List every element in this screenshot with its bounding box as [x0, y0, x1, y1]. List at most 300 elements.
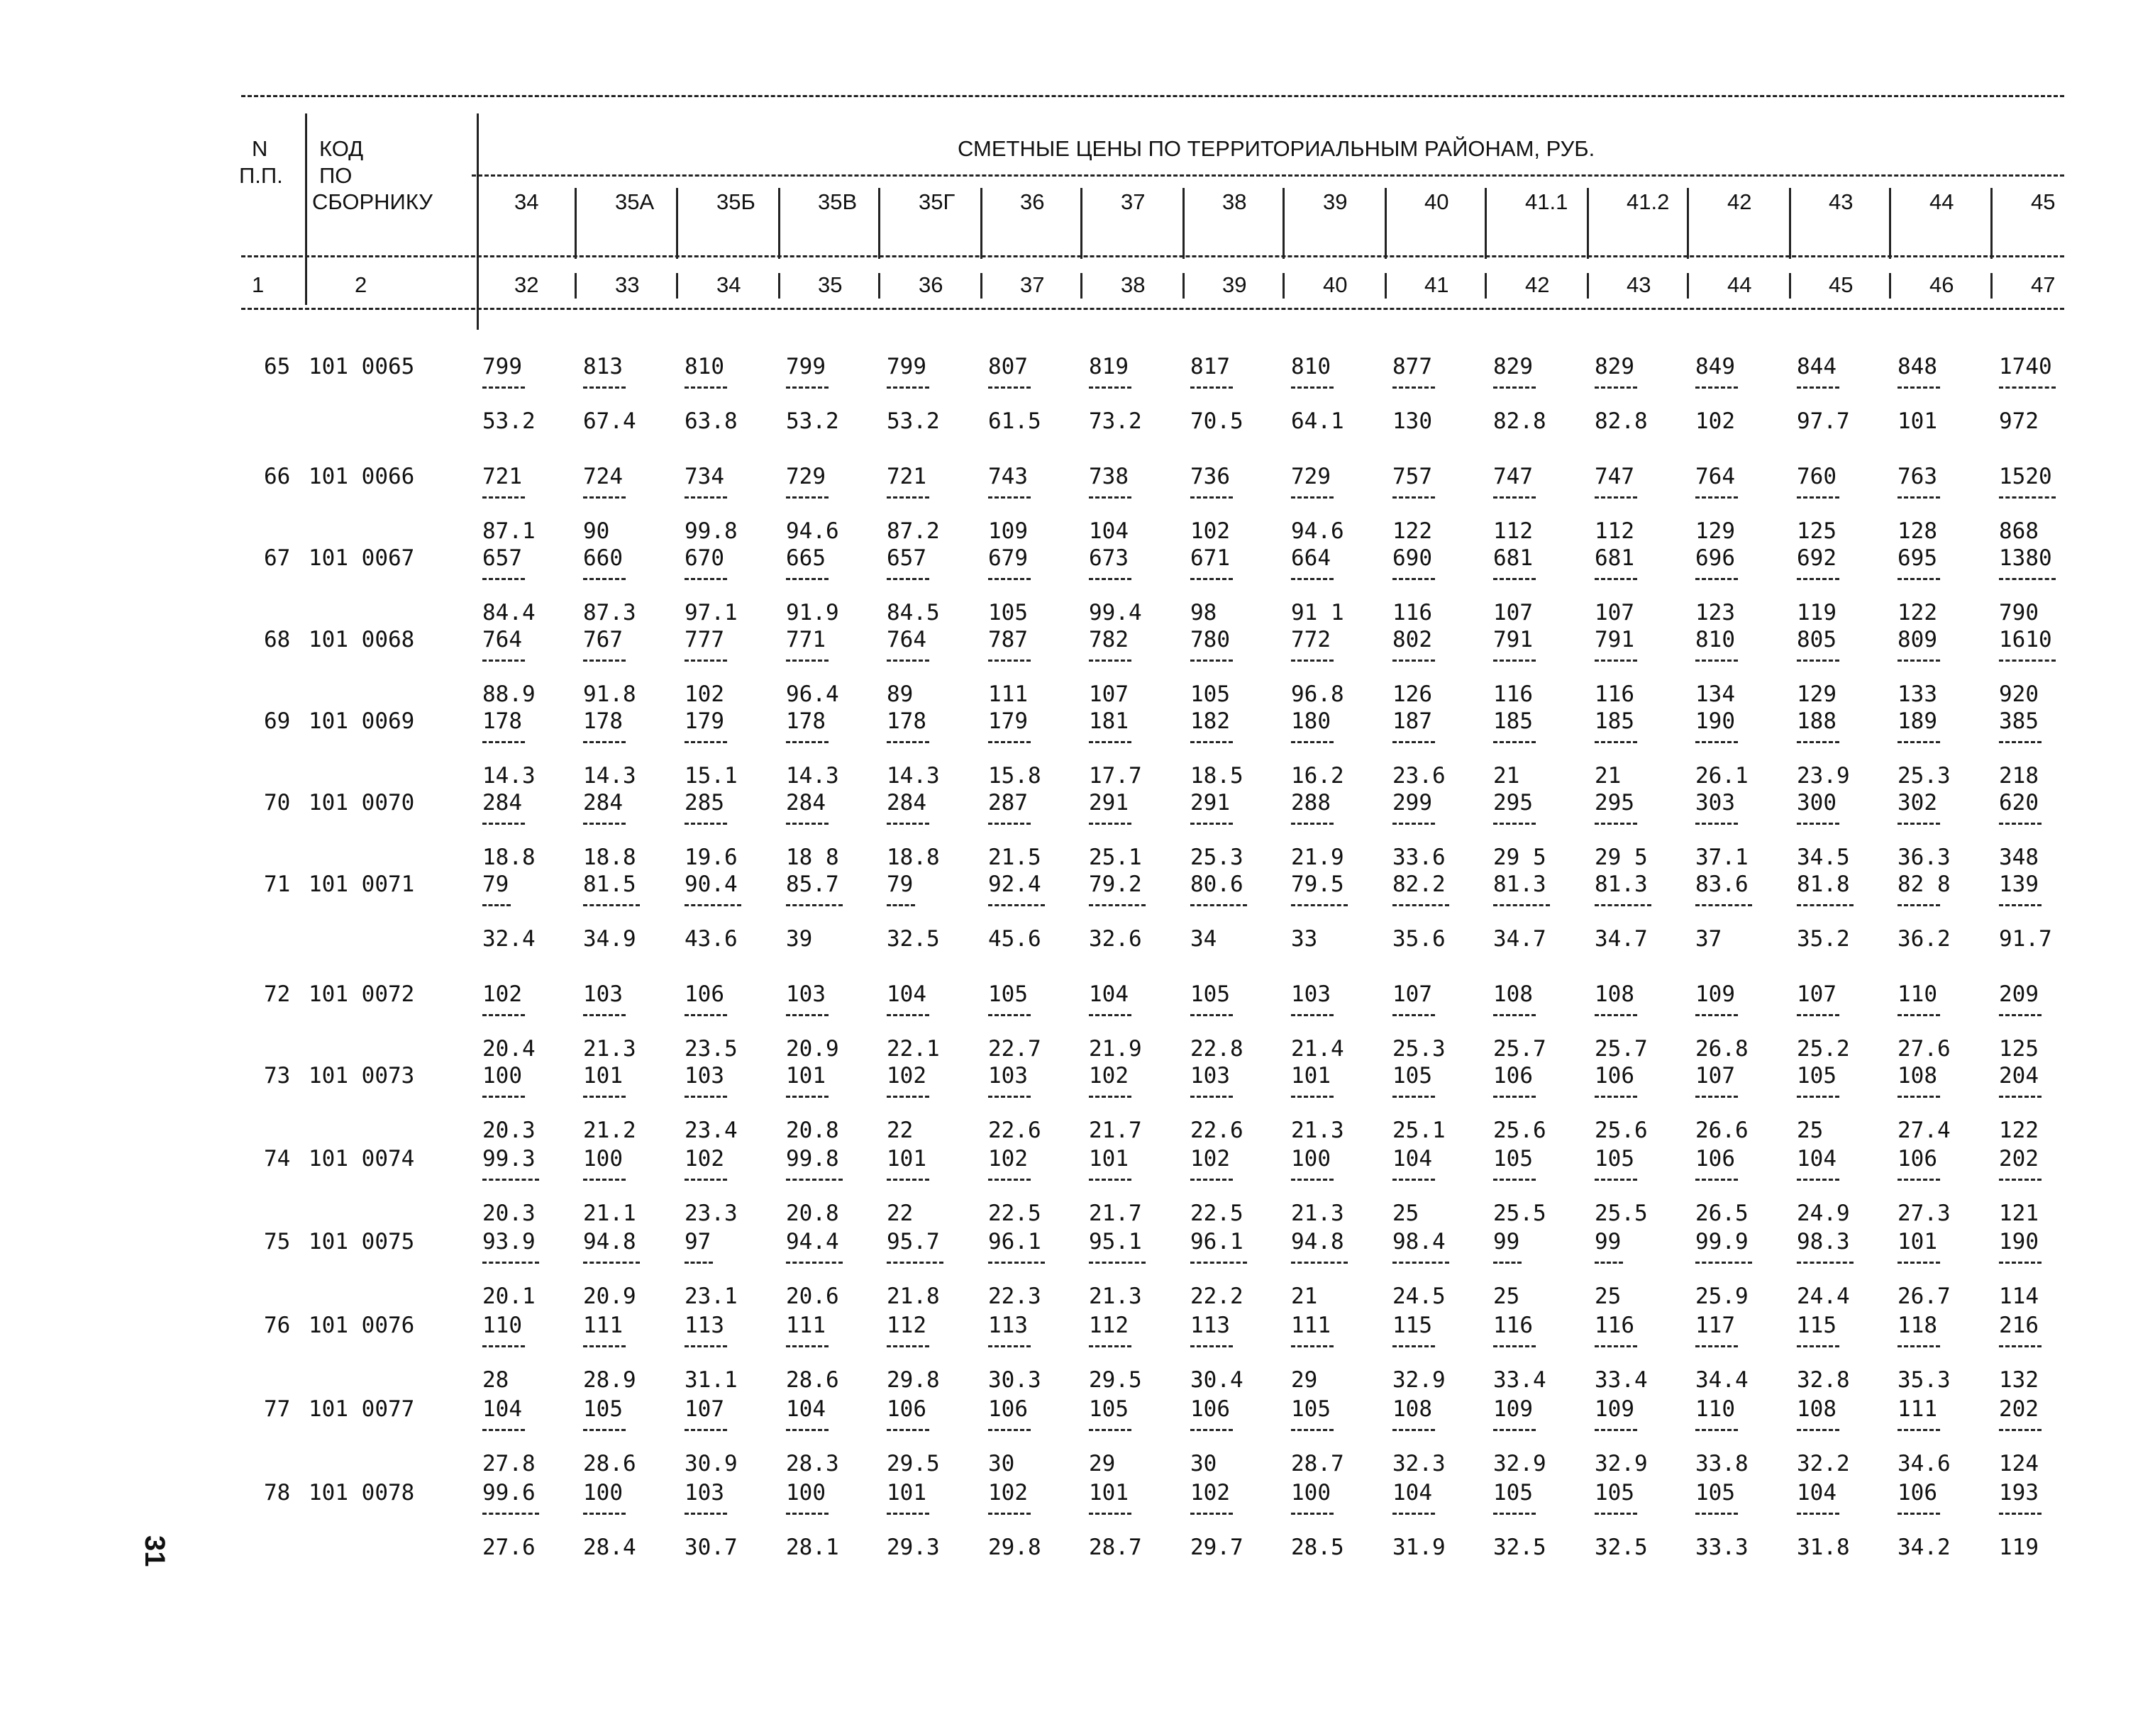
fraction-line — [1291, 578, 1334, 580]
price-top: 721 — [482, 464, 522, 489]
fraction-line — [583, 1179, 626, 1181]
fraction-line — [988, 1179, 1031, 1181]
fraction-line — [482, 1096, 525, 1098]
column-divider — [1889, 188, 1891, 259]
fraction-line — [887, 1179, 929, 1181]
column-divider — [575, 188, 577, 259]
header-divider — [305, 255, 307, 305]
price-bottom: 28 — [482, 1367, 509, 1393]
fraction-line — [1797, 1345, 1839, 1347]
price-top: 1740 — [1999, 354, 2052, 379]
price-bottom: 87.3 — [583, 600, 636, 625]
fraction-line — [583, 1096, 626, 1098]
price-top: 299 — [1392, 790, 1432, 816]
price-top: 288 — [1291, 790, 1331, 816]
price-bottom: 23.9 — [1797, 763, 1850, 789]
price-top: 105 — [1797, 1063, 1837, 1089]
price-bottom: 18.8 — [583, 845, 636, 870]
price-bottom: 35.2 — [1797, 926, 1850, 952]
price-bottom: 36.2 — [1898, 926, 1951, 952]
price-bottom: 29.3 — [887, 1535, 940, 1560]
price-top: 82 8 — [1898, 872, 1951, 897]
price-top: 284 — [482, 790, 522, 816]
price-top: 113 — [988, 1313, 1028, 1338]
price-bottom: 14.3 — [887, 763, 940, 789]
fraction-line — [583, 904, 640, 906]
price-top: 295 — [1493, 790, 1533, 816]
price-top: 85.7 — [786, 872, 839, 897]
fraction-line — [1190, 578, 1233, 580]
price-top: 179 — [685, 708, 724, 734]
price-top: 104 — [1797, 1146, 1837, 1172]
price-top: 190 — [1999, 1229, 2039, 1254]
fraction-line — [1392, 386, 1435, 389]
fraction-line — [988, 578, 1031, 580]
fraction-line — [1493, 904, 1550, 906]
price-bottom: 123 — [1695, 600, 1735, 625]
price-top: 139 — [1999, 872, 2039, 897]
fraction-line — [1797, 741, 1839, 743]
column-divider — [1283, 273, 1285, 299]
fraction-line — [1999, 1179, 2042, 1181]
fraction-line — [482, 1513, 539, 1515]
price-bottom: 21 — [1493, 763, 1520, 789]
price-top: 303 — [1695, 790, 1735, 816]
fraction-line — [786, 1513, 829, 1515]
price-top: 104 — [1392, 1146, 1432, 1172]
price-bottom: 82.8 — [1493, 408, 1546, 434]
fraction-line — [1797, 386, 1839, 389]
price-top: 777 — [685, 627, 724, 652]
row-number: 70 — [264, 790, 291, 816]
row-code: 101 0074 — [309, 1146, 415, 1172]
price-top: 829 — [1493, 354, 1533, 379]
fraction-line — [482, 578, 525, 580]
column-divider — [1990, 273, 1993, 299]
fraction-line — [988, 660, 1031, 662]
fraction-line — [1392, 741, 1435, 743]
fraction-line — [1392, 660, 1435, 662]
column-divider — [1485, 188, 1487, 259]
fraction-line — [1190, 741, 1233, 743]
price-top: 216 — [1999, 1313, 2039, 1338]
price-bottom: 21.8 — [887, 1284, 940, 1309]
price-top: 107 — [685, 1396, 724, 1422]
fraction-line — [1898, 1513, 1940, 1515]
price-top: 729 — [786, 464, 826, 489]
district-label-7: 38 — [1222, 189, 1247, 214]
price-bottom: 27.4 — [1898, 1118, 1951, 1143]
price-top: 105 — [1695, 1480, 1735, 1506]
price-bottom: 23.4 — [685, 1118, 738, 1143]
row-number: 77 — [264, 1396, 291, 1422]
price-bottom: 27.6 — [1898, 1036, 1951, 1062]
row-number: 72 — [264, 981, 291, 1007]
price-top: 111 — [583, 1313, 623, 1338]
fraction-line — [1291, 660, 1334, 662]
price-bottom: 39 — [786, 926, 813, 952]
column-divider — [980, 273, 982, 299]
price-bottom: 102 — [1190, 518, 1230, 544]
fraction-line — [1595, 386, 1637, 389]
price-bottom: 102 — [685, 681, 724, 707]
fraction-line — [1190, 1345, 1233, 1347]
price-top: 102 — [685, 1146, 724, 1172]
row-number: 69 — [264, 708, 291, 734]
price-bottom: 22.5 — [988, 1201, 1041, 1226]
fraction-line — [1493, 386, 1536, 389]
index-col-1: 1 — [252, 272, 265, 297]
price-top: 104 — [786, 1396, 826, 1422]
price-bottom: 112 — [1493, 518, 1533, 544]
price-top: 113 — [1190, 1313, 1230, 1338]
price-top: 767 — [583, 627, 623, 652]
price-bottom: 34.2 — [1898, 1535, 1951, 1560]
price-top: 178 — [583, 708, 623, 734]
fraction-line — [1797, 660, 1839, 662]
price-bottom: 31.1 — [685, 1367, 738, 1393]
row-code: 101 0072 — [309, 981, 415, 1007]
fraction-line — [1392, 1429, 1435, 1431]
fraction-line — [988, 1513, 1031, 1515]
header-code-a: КОД — [319, 136, 364, 161]
price-bottom: 29.5 — [1089, 1367, 1142, 1393]
fraction-line — [1595, 660, 1637, 662]
fraction-line — [1595, 1014, 1637, 1016]
price-bottom: 18.8 — [482, 845, 536, 870]
price-top: 106 — [1695, 1146, 1735, 1172]
price-bottom: 89 — [887, 681, 914, 707]
fraction-line — [583, 1513, 626, 1515]
fraction-line — [1695, 904, 1752, 906]
price-top: 92.4 — [988, 872, 1041, 897]
price-bottom: 25.1 — [1392, 1118, 1446, 1143]
column-divider — [1789, 273, 1791, 299]
price-top: 771 — [786, 627, 826, 652]
fraction-line — [1595, 496, 1637, 499]
price-top: 100 — [1291, 1146, 1331, 1172]
fraction-line — [685, 823, 727, 825]
row-code: 101 0066 — [309, 464, 415, 489]
price-top: 657 — [887, 545, 926, 571]
fraction-line — [887, 904, 915, 906]
price-top: 1520 — [1999, 464, 2052, 489]
fraction-line — [1392, 823, 1435, 825]
price-bottom: 23.5 — [685, 1036, 738, 1062]
price-bottom: 53.2 — [482, 408, 536, 434]
price-bottom: 22.6 — [1190, 1118, 1243, 1143]
price-top: 106 — [887, 1396, 926, 1422]
price-top: 98.4 — [1392, 1229, 1446, 1254]
fraction-line — [1898, 496, 1940, 499]
fraction-line — [887, 496, 929, 499]
fraction-line — [1190, 1262, 1247, 1264]
fraction-line — [887, 823, 929, 825]
price-bottom: 20.4 — [482, 1036, 536, 1062]
fraction-line — [887, 1345, 929, 1347]
fraction-line — [1291, 1179, 1334, 1181]
price-top: 93.9 — [482, 1229, 536, 1254]
price-top: 189 — [1898, 708, 1937, 734]
row-code: 101 0071 — [309, 872, 415, 897]
fraction-line — [1392, 904, 1449, 906]
price-top: 104 — [887, 981, 926, 1007]
price-top: 295 — [1595, 790, 1634, 816]
district-index-8: 40 — [1323, 272, 1348, 297]
price-bottom: 25 — [1595, 1284, 1622, 1309]
fraction-line — [1999, 1096, 2042, 1098]
price-top: 106 — [685, 981, 724, 1007]
price-top: 105 — [1089, 1396, 1129, 1422]
price-top: 104 — [1797, 1480, 1837, 1506]
price-top: 101 — [583, 1063, 623, 1089]
fraction-line — [1190, 823, 1233, 825]
price-bottom: 132 — [1999, 1367, 2039, 1393]
fraction-line — [1089, 1345, 1131, 1347]
price-top: 695 — [1898, 545, 1937, 571]
fraction-line — [887, 660, 929, 662]
district-index-1: 33 — [615, 272, 640, 297]
price-bottom: 21.2 — [583, 1118, 636, 1143]
price-bottom: 26.5 — [1695, 1201, 1749, 1226]
price-bottom: 31.9 — [1392, 1535, 1446, 1560]
price-top: 104 — [1392, 1480, 1432, 1506]
price-bottom: 17.7 — [1089, 763, 1142, 789]
price-bottom: 20.3 — [482, 1118, 536, 1143]
price-top: 112 — [887, 1313, 926, 1338]
price-top: 83.6 — [1695, 872, 1749, 897]
price-bottom: 29.7 — [1190, 1535, 1243, 1560]
price-bottom: 16.2 — [1291, 763, 1344, 789]
fraction-line — [685, 578, 727, 580]
fraction-line — [583, 1014, 626, 1016]
price-top: 108 — [1898, 1063, 1937, 1089]
fraction-line — [1392, 1179, 1435, 1181]
fraction-line — [1595, 904, 1651, 906]
fraction-line — [988, 741, 1031, 743]
district-label-9: 40 — [1424, 189, 1449, 214]
fraction-line — [1999, 386, 2056, 389]
price-bottom: 43.6 — [685, 926, 738, 952]
fraction-line — [1797, 1014, 1839, 1016]
column-divider — [778, 188, 780, 259]
price-bottom: 28.4 — [583, 1535, 636, 1560]
price-bottom: 33.4 — [1595, 1367, 1648, 1393]
fraction-line — [786, 660, 829, 662]
price-bottom: 33.3 — [1695, 1535, 1749, 1560]
price-bottom: 20.3 — [482, 1201, 536, 1226]
fraction-line — [1190, 1014, 1233, 1016]
price-top: 724 — [583, 464, 623, 489]
fraction-line — [685, 1262, 713, 1264]
price-top: 178 — [482, 708, 522, 734]
price-top: 96.1 — [988, 1229, 1041, 1254]
price-bottom: 101 — [1898, 408, 1937, 434]
row-number: 74 — [264, 1146, 291, 1172]
price-top: 107 — [1695, 1063, 1735, 1089]
district-label-3: 35В — [818, 189, 858, 214]
district-label-11: 41.2 — [1627, 189, 1670, 214]
fraction-line — [1190, 1179, 1233, 1181]
price-top: 799 — [887, 354, 926, 379]
price-bottom: 28.5 — [1291, 1535, 1344, 1560]
fraction-line — [988, 1429, 1031, 1431]
row-number: 75 — [264, 1229, 291, 1254]
price-top: 690 — [1392, 545, 1432, 571]
fraction-line — [1089, 1179, 1131, 1181]
row-code: 101 0073 — [309, 1063, 415, 1089]
price-bottom: 22.1 — [887, 1036, 940, 1062]
fraction-line — [1898, 1262, 1940, 1264]
price-top: 105 — [583, 1396, 623, 1422]
price-bottom: 25.5 — [1493, 1201, 1546, 1226]
district-label-8: 39 — [1323, 189, 1348, 214]
header-divider — [477, 113, 479, 330]
price-bottom: 84.4 — [482, 600, 536, 625]
fraction-line — [1291, 823, 1334, 825]
price-bottom: 91.8 — [583, 681, 636, 707]
price-top: 188 — [1797, 708, 1837, 734]
price-bottom: 34.9 — [583, 926, 636, 952]
price-bottom: 125 — [1999, 1036, 2039, 1062]
price-top: 673 — [1089, 545, 1129, 571]
price-bottom: 25.6 — [1595, 1118, 1648, 1143]
price-bottom: 119 — [1797, 600, 1837, 625]
price-top: 82.2 — [1392, 872, 1446, 897]
fraction-line — [1190, 904, 1247, 906]
fraction-line — [583, 1429, 626, 1431]
price-bottom: 25.3 — [1392, 1036, 1446, 1062]
column-divider — [1687, 273, 1689, 299]
price-bottom: 23.6 — [1392, 763, 1446, 789]
price-bottom: 22 — [887, 1201, 914, 1226]
price-top: 810 — [1695, 627, 1735, 652]
fraction-line — [482, 1262, 539, 1264]
header-title: СМЕТНЫЕ ЦЕНЫ ПО ТЕРРИТОРИАЛЬНЫМ РАЙОНАМ, РУБ. — [958, 136, 1595, 161]
district-label-1: 35А — [615, 189, 655, 214]
price-bottom: 25 — [1392, 1201, 1419, 1226]
fraction-line — [786, 904, 843, 906]
fraction-line — [1999, 578, 2056, 580]
row-number: 76 — [264, 1313, 291, 1338]
price-bottom: 23.3 — [685, 1201, 738, 1226]
fraction-line — [583, 1262, 640, 1264]
fraction-line — [1999, 741, 2042, 743]
price-top: 185 — [1595, 708, 1634, 734]
fraction-line — [1595, 1345, 1637, 1347]
price-bottom: 20.8 — [786, 1201, 839, 1226]
price-bottom: 32.8 — [1797, 1367, 1850, 1393]
price-top: 799 — [482, 354, 522, 379]
fraction-line — [1695, 1262, 1752, 1264]
price-bottom: 22.7 — [988, 1036, 1041, 1062]
price-bottom: 67.4 — [583, 408, 636, 434]
price-bottom: 32.2 — [1797, 1451, 1850, 1476]
price-bottom: 24.5 — [1392, 1284, 1446, 1309]
fraction-line — [1999, 1014, 2042, 1016]
price-top: 81.5 — [583, 872, 636, 897]
price-top: 96.1 — [1190, 1229, 1243, 1254]
header-divider — [305, 190, 307, 229]
price-top: 102 — [988, 1480, 1028, 1506]
price-top: 285 — [685, 790, 724, 816]
price-bottom: 97.7 — [1797, 408, 1850, 434]
column-divider — [1687, 188, 1689, 259]
row-number: 65 — [264, 354, 291, 379]
price-top: 817 — [1190, 354, 1230, 379]
price-bottom: 27.8 — [482, 1451, 536, 1476]
fraction-line — [1999, 1513, 2042, 1515]
price-top: 116 — [1493, 1313, 1533, 1338]
row-code: 101 0070 — [309, 790, 415, 816]
district-label-13: 43 — [1829, 189, 1854, 214]
price-bottom: 790 — [1999, 600, 2039, 625]
price-bottom: 53.2 — [887, 408, 940, 434]
column-divider — [575, 273, 577, 299]
price-bottom: 33.4 — [1493, 1367, 1546, 1393]
price-bottom: 29 5 — [1595, 845, 1648, 870]
fraction-line — [583, 823, 626, 825]
fraction-line — [1089, 741, 1131, 743]
price-bottom: 33 — [1291, 926, 1318, 952]
price-bottom: 14.3 — [482, 763, 536, 789]
price-top: 760 — [1797, 464, 1837, 489]
fraction-line — [1695, 1096, 1738, 1098]
price-top: 180 — [1291, 708, 1331, 734]
column-divider — [676, 188, 678, 259]
fraction-line — [1291, 1014, 1334, 1016]
price-bottom: 22.6 — [988, 1118, 1041, 1143]
price-bottom: 24.4 — [1797, 1284, 1850, 1309]
price-bottom: 34.7 — [1595, 926, 1648, 952]
fraction-line — [685, 1096, 727, 1098]
price-bottom: 868 — [1999, 518, 2039, 544]
price-bottom: 972 — [1999, 408, 2039, 434]
fraction-line — [1493, 496, 1536, 499]
price-top: 772 — [1291, 627, 1331, 652]
price-bottom: 30.4 — [1190, 1367, 1243, 1393]
price-bottom: 122 — [1999, 1118, 2039, 1143]
fraction-line — [1190, 1513, 1233, 1515]
fraction-line — [1493, 1429, 1536, 1431]
price-top: 829 — [1595, 354, 1634, 379]
price-top: 729 — [1291, 464, 1331, 489]
fraction-line — [1392, 1262, 1449, 1264]
fraction-line — [1695, 660, 1738, 662]
price-top: 101 — [887, 1480, 926, 1506]
price-top: 101 — [1898, 1229, 1937, 1254]
fraction-line — [1695, 1014, 1738, 1016]
price-bottom: 28.1 — [786, 1535, 839, 1560]
page-number: 31 — [139, 1535, 170, 1567]
price-top: 877 — [1392, 354, 1432, 379]
fraction-line — [1291, 1096, 1334, 1098]
fraction-line — [1190, 1096, 1233, 1098]
fraction-line — [786, 1014, 829, 1016]
fraction-line — [1595, 1429, 1637, 1431]
price-top: 679 — [988, 545, 1028, 571]
fraction-line — [988, 1262, 1045, 1264]
district-index-3: 35 — [818, 272, 843, 297]
price-bottom: 30.3 — [988, 1367, 1041, 1393]
price-top: 193 — [1999, 1480, 2039, 1506]
price-bottom: 20.8 — [786, 1118, 839, 1143]
column-divider — [980, 188, 982, 259]
price-top: 111 — [1898, 1396, 1937, 1422]
price-bottom: 15.1 — [685, 763, 738, 789]
price-top: 287 — [988, 790, 1028, 816]
price-top: 100 — [1291, 1480, 1331, 1506]
